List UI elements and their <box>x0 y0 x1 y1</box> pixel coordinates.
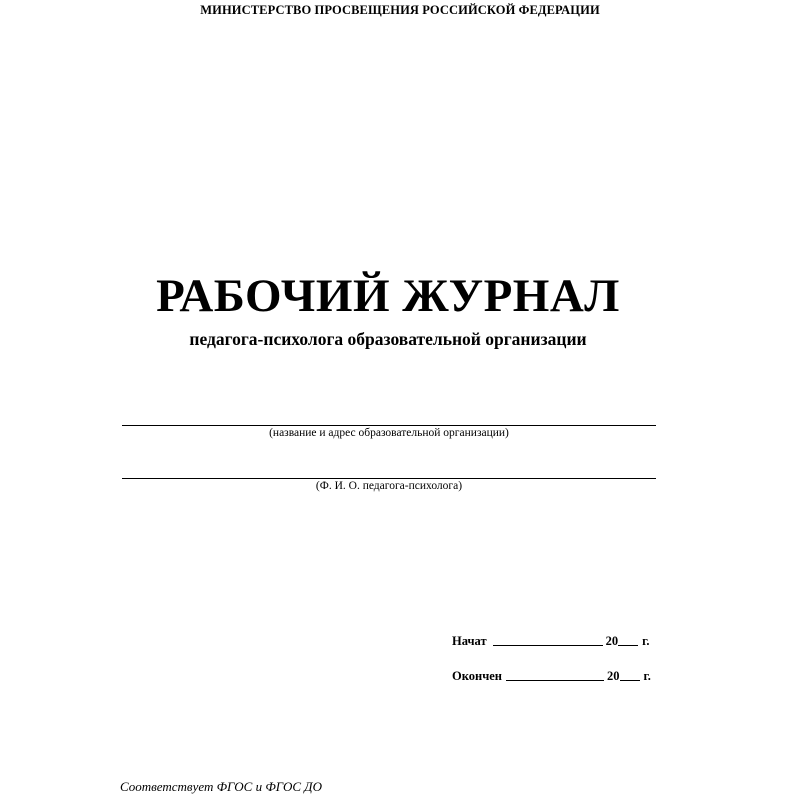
start-date-label: Начат <box>452 634 487 648</box>
start-year-blank <box>618 634 638 646</box>
journal-title: РАБОЧИЙ ЖУРНАЛ <box>156 270 620 322</box>
end-year-prefix: 20 <box>607 669 620 683</box>
end-year-blank <box>620 669 640 681</box>
end-date-row <box>452 668 651 684</box>
psychologist-name-fill-line <box>122 478 656 479</box>
start-date-row <box>452 633 650 649</box>
psychologist-name-caption: (Ф. И. О. педагога-психолога) <box>315 480 463 492</box>
end-date-label: Окончен <box>452 669 503 683</box>
organization-fill-line <box>122 425 656 426</box>
ministry-header: МИНИСТЕРСТВО ПРОСВЕЩЕНИЯ РОССИЙСКОЙ ФЕДЕРАЦИИ <box>200 3 600 17</box>
organization-caption: (название и адрес образовательной организации) <box>269 427 509 439</box>
fgos-compliance-note: Соответствует ФГОС и ФГОС ДО <box>120 779 322 794</box>
start-year-prefix: 20 <box>605 634 619 648</box>
start-date-blank <box>493 634 603 646</box>
start-year-suffix: г. <box>642 634 650 648</box>
end-year-suffix: г. <box>643 669 651 683</box>
end-date-blank <box>506 669 604 681</box>
journal-subtitle: педагога-психолога образовательной организации <box>189 329 587 349</box>
